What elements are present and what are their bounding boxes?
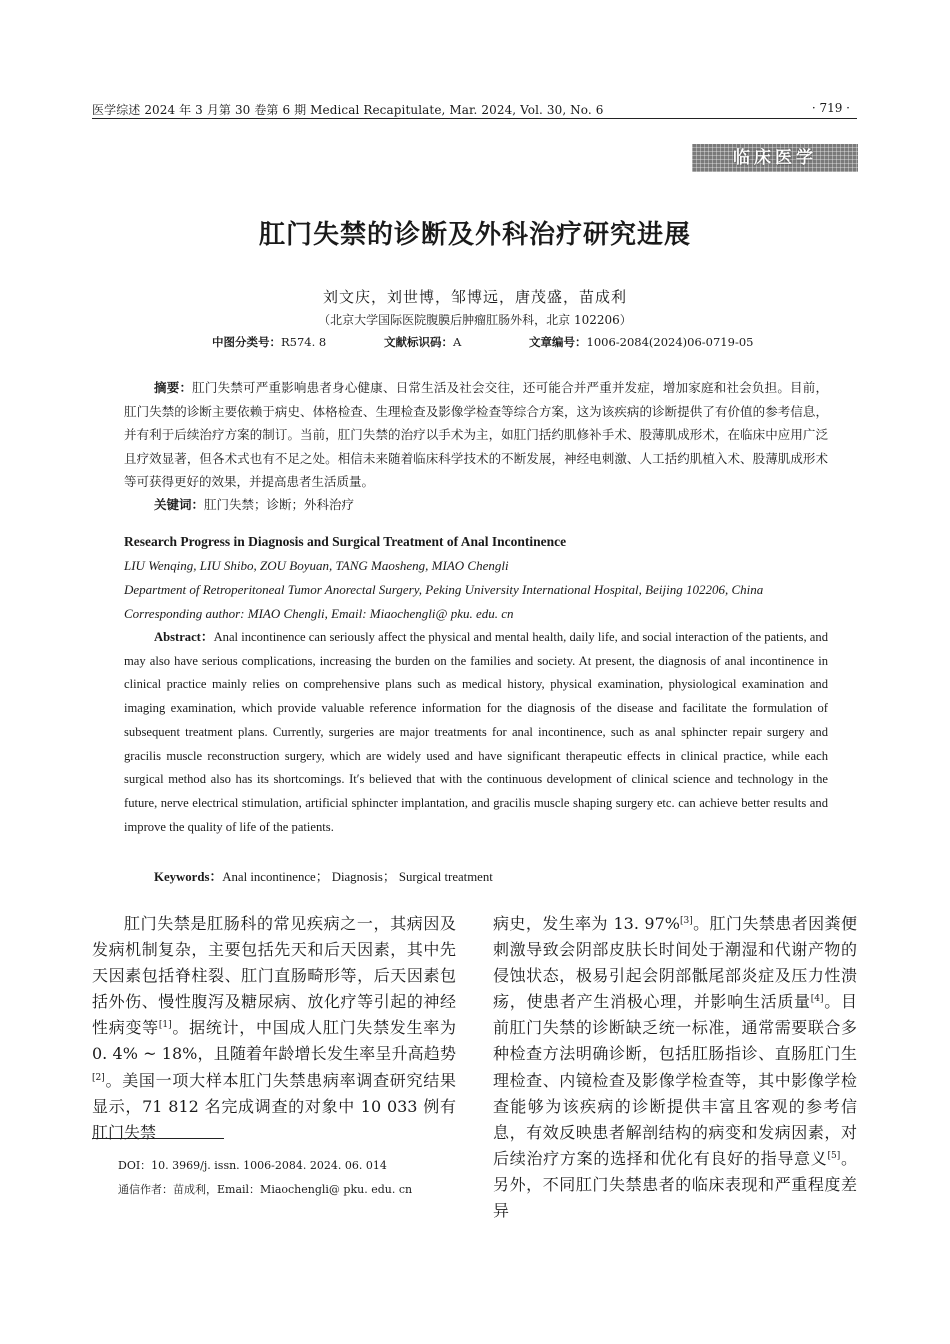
english-abstract-text: Anal incontinence can seriously affect the physical and mental health, daily life, and social interaction of the patients, and may also have serious complications, increasing the burden on the families and society. At present, the diagnosis of anal incontinence in clinical practice mainly relies on comprehensive plans such as medical history, physical examination, physiological examination and imaging examination, which provide valuable reference information for the diagnosis of the disease and facilitate the formulation of subsequent treatment plans. Currently, surgeries are major treatments for anal incontinence, such as anal sphincter repair surgery and gracilis muscle reconstruction surgery, which are widely used and have significant therapeutic effects in clinical practice, while each surgical method also has its shortcomings. It′s believed that with the continuous development of clinical science and technology in the future, nerve electrical stimulation, artificial sphincter implantation, and gracilis muscle shaping surgery etc. can achieve better results and improve the quality of life of the patients. xyxy=(124,630,828,834)
body-column-right xyxy=(493,911,857,1224)
chinese-keywords-label: 关键词： xyxy=(154,497,205,512)
article-number-label: 文章编号： xyxy=(529,335,587,349)
body-text: 肛门失禁是肛肠科的常见疾病之一，其病因及发病机制复杂，主要包括先天和后天因素，其中先天因素包括脊柱裂、肛门直肠畸形等，后天因素包括外伤、慢性腹泻及糖尿病、放化疗等引起的神经性病变等 xyxy=(92,914,456,1038)
author-list: 刘文庆，刘世博，邹博远，唐茂盛，苗成利 xyxy=(322,288,627,306)
chinese-abstract-text: 肛门失禁可严重影响患者身心健康、日常生活及社会交往，还可能合并严重并发症，增加家庭和社会负担。目前，肛门失禁的诊断主要依赖于病史、体格检查、生理检查及影像学检查等综合方案，这为该疾病的诊断提供了有价值的参考信息，并有利于后续治疗方案的制订。当前，肛门失禁的治疗以手术为主，如肛门括约肌修补手术、股薄肌成形术，在临床中应用广泛且疗效显著，但各术式也有不足之处。相信未来随着临床科学技术的不断发展，神经电刺激、人工括约肌植入术、股薄肌成形术等可获得更好的效果，并提高患者生活质量。 xyxy=(124,380,828,489)
body-text: 病史，发生率为 13. 97% xyxy=(493,914,680,933)
header-rule xyxy=(92,118,857,119)
footnote-rule xyxy=(92,1138,224,1139)
english-keywords-label: Keywords： xyxy=(154,870,223,884)
clc-label: 中图分类号： xyxy=(212,335,281,349)
affiliation: （北京大学国际医院腹膜后肿瘤肛肠外科，北京 102206） xyxy=(318,313,632,327)
chinese-abstract xyxy=(124,376,828,494)
running-header: 医学综述 2024 年 3 月第 30 卷第 6 期 Medical Recapitulate, Mar. 2024, Vol. 30, No. 6 xyxy=(92,103,604,117)
body-column-left xyxy=(92,911,456,1146)
article-number-value: 1006-2084(2024)06-0719-05 xyxy=(586,335,754,349)
body-text: 。肛门失禁患者因粪便刺激导致会阴部皮肤长时间处于潮湿和代谢产物的侵蚀状态，极易引起会阴部骶尾部炎症及压力性溃疡，使患者产生消极心理，并影响生活质量 xyxy=(493,914,857,1012)
english-title: Research Progress in Diagnosis and Surgical Treatment of Anal Incontinence xyxy=(124,534,567,549)
citation-ref[interactable]: [3] xyxy=(680,916,693,926)
clc-number xyxy=(212,334,326,350)
chinese-keywords-text: 肛门失禁；诊断；外科治疗 xyxy=(204,497,355,512)
body-text: 。另外，不同肛门失禁患者的临床表现和严重程度差异 xyxy=(493,1148,857,1221)
english-keywords xyxy=(154,866,493,885)
article-title: 肛门失禁的诊断及外科治疗研究进展 xyxy=(258,220,691,250)
body-text: 。据统计，中国成人肛门失禁发生率为 0. 4% ~ 18%，且随着年龄增长发生率呈升高趋势 xyxy=(92,1018,456,1064)
chinese-keywords xyxy=(154,495,354,513)
citation-ref[interactable]: [5] xyxy=(827,1150,841,1161)
article-number xyxy=(529,334,753,350)
document-code xyxy=(384,334,461,350)
citation-ref[interactable]: [2] xyxy=(92,1072,105,1083)
english-abstract-label: Abstract： xyxy=(154,630,214,644)
clc-value: R574. 8 xyxy=(281,335,327,349)
english-corresponding: Corresponding author: MIAO Chengli, Email: Miaochengli@ pku. edu. cn xyxy=(124,606,514,621)
document-code-label: 文献标识码： xyxy=(384,335,453,349)
footnote-doi: DOI：10. 3969/j. issn. 1006-2084. 2024. 06. 014 xyxy=(118,1159,387,1172)
page-number: · 719 · xyxy=(811,101,850,115)
body-text: 。美国一项大样本肛门失禁患病率调查研究结果显示，71 812 名完成调查的对象中 10 033 例有肛门失禁 xyxy=(92,1070,456,1142)
english-department: Department of Retroperitoneal Tumor Anorectal Surgery, Peking University International Hospital, Beijing 102206, China xyxy=(124,582,764,597)
english-authors: LIU Wenqing, LIU Shibo, ZOU Boyuan, TANG Maosheng, MIAO Chengli xyxy=(124,558,509,573)
chinese-abstract-label: 摘要： xyxy=(154,380,193,395)
citation-ref[interactable]: [1] xyxy=(158,1020,172,1031)
citation-ref[interactable]: [4] xyxy=(810,994,824,1005)
english-abstract xyxy=(124,626,828,839)
english-keywords-text: Anal incontinence； Diagnosis； Surgical treatment xyxy=(222,870,493,884)
document-code-value: A xyxy=(453,335,462,349)
footnote-corresponding: 通信作者：苗成利，Email：Miaochengli@ pku. edu. cn xyxy=(118,1183,413,1196)
body-text: 。目前肛门失禁的诊断缺乏统一标准，通常需要联合多种检查方法明确诊断，包括肛肠指诊、直肠肛门生理检查、内镜检查及影像学检查等，其中影像学检查能够为该疾病的诊断提供丰富且客观的参考信息，有效反映患者解剖结构的病变和发病因素，对后续治疗方案的选择和优化有良好的指导意义 xyxy=(493,992,857,1168)
section-tag: 临床医学 xyxy=(692,144,858,172)
